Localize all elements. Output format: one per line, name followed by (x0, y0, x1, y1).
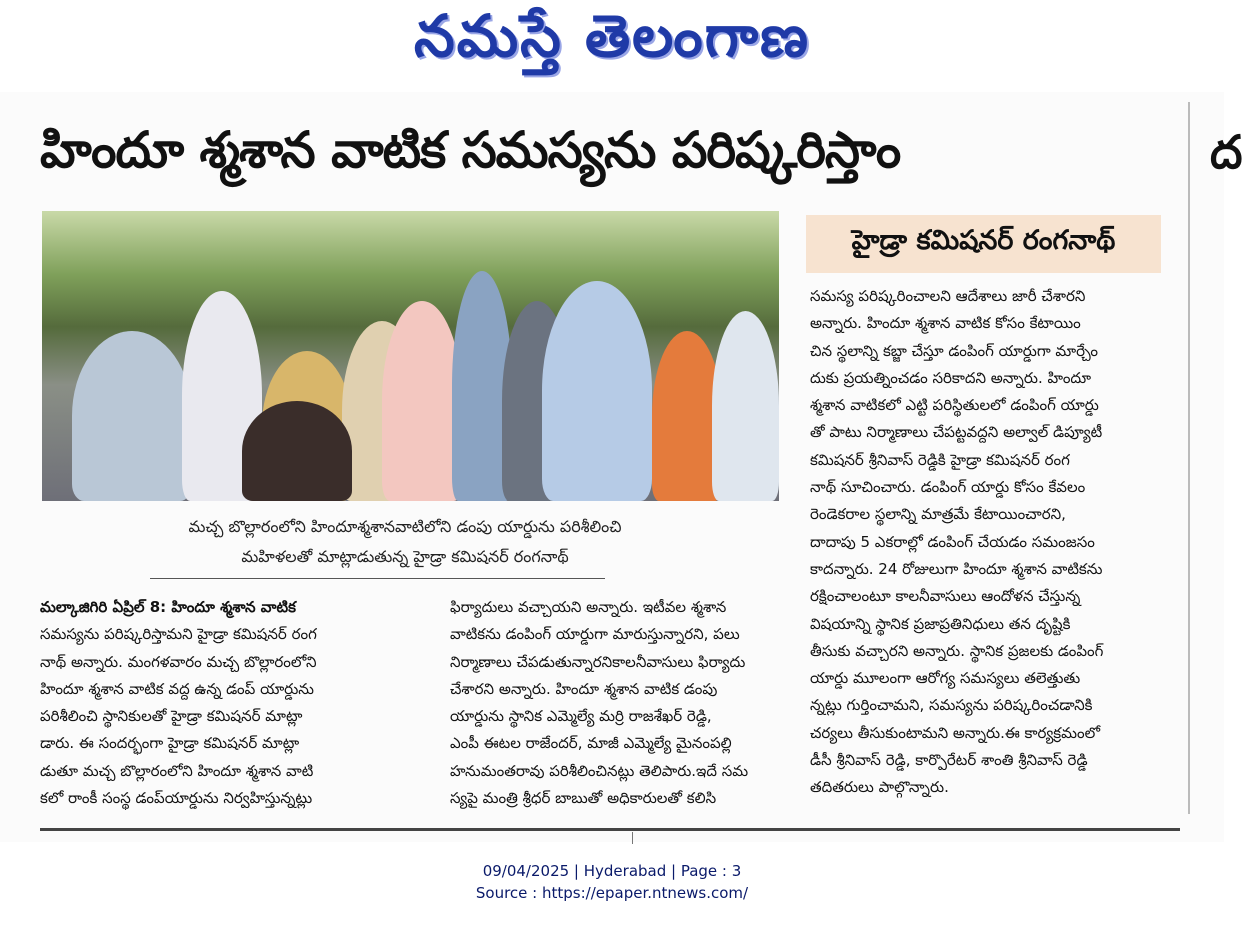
body-line: దాదాపు 5 ఎకరాల్లో డంపింగ్ చేయడం సమంజసం (810, 532, 1095, 551)
body-line: నాథ్ సూచించారు. డంపింగ్ యార్డు కోసం కేవలం (810, 478, 1086, 497)
body-line: శ్మశాన వాటికలో ఎట్టి పరిస్థితులలో డంపింగ్ యార్డు (810, 396, 1099, 415)
body-line: సమస్య పరిష్కరించాలని ఆదేశాలు జారీ చేశారని (810, 287, 1086, 305)
caption-line: మహిళలతో మాట్లాడుతున్న హైడ్రా కమిషనర్ రంగనాథ్ (241, 547, 569, 566)
body-line: నాథ్ అన్నారు. మంగళవారం మచ్చ బొల్లారంలోని (40, 652, 317, 671)
body-line: మల్కాజిగిరి ఏప్రిల్ 8: హిందూ శ్మశాన వాటిక (40, 598, 296, 616)
caption-rule (150, 578, 605, 579)
body-column-3 (810, 283, 1165, 802)
body-line: అన్నారు. హిందూ శ్మశాన వాటిక కోసం కేటాయిం (810, 314, 1081, 333)
article-photo (42, 211, 779, 501)
article-subhead: హైడ్రా కమిషనర్ రంగనాథ్ (851, 225, 1116, 256)
bottom-divider-tick (632, 832, 633, 844)
body-line: చర్యలు తీసుకుంటామని అన్నారు.ఈ కార్యక్రమంలో (810, 723, 1101, 742)
body-line: ఎంపీ ఈటల రాజేందర్, మాజీ ఎమ్మెల్యే మైనంపల్లి (450, 734, 732, 753)
body-line: ఫిర్యాదులు వచ్చాయని అన్నారు. ఇటీవల శ్మశాన (450, 598, 727, 616)
bottom-divider (40, 828, 1180, 831)
adjacent-article-fragment: ద (1210, 125, 1242, 179)
body-line: తో పాటు నిర్మాణాలు చేపట్టవద్దని అల్వాల్ డిప్యూటీ (810, 423, 1103, 442)
body-line: హిందూ శ్మశాన వాటిక వద్ద ఉన్న డంప్ యార్డును (40, 679, 314, 698)
column-divider (1188, 102, 1190, 814)
footer (0, 860, 1224, 904)
masthead-logo: నమస్తే తెలంగాణ (414, 2, 810, 70)
body-line: దుకు ప్రయత్నించడం సరికాదని అన్నారు. హిందూ (810, 368, 1092, 387)
body-line: న్నట్లు గుర్తించామని, సమస్యను పరిష్కరించడానికి (810, 696, 1093, 715)
body-line: కలో రాంకీ సంస్థ డంప్‌యార్డును నిర్వహిస్తున్నట్లు (40, 789, 313, 808)
body-line: యార్డును స్థానిక ఎమ్మెల్యే మర్రి రాజశేఖర్ రెడ్డి, (450, 707, 712, 726)
body-line: డుతూ మచ్చ బొల్లారంలోని హిందూ శ్మశాన వాటి (40, 761, 314, 780)
body-line: డారు. ఈ సందర్భంగా హైడ్రా కమిషనర్ మాట్లా (40, 734, 300, 753)
body-line: డీసీ శ్రీనివాస్ రెడ్డి, కార్పొరేటర్ శాంతి శ్రీనివాస్ రెడ్డి (810, 751, 1088, 770)
body-line: పరిశీలించి స్థానికులతో హైడ్రా కమిషనర్ మాట్లా (40, 707, 303, 726)
body-line: చేశారని అన్నారు. హిందూ శ్మశాన వాటిక డంపు (450, 679, 718, 698)
footer-source-link[interactable]: Source : https://epaper.ntnews.com/ (475, 884, 749, 902)
body-line: కమిషనర్ శ్రీనివాస్ రెడ్డికి హైడ్రా కమిషనర్ రంగ (810, 450, 1070, 469)
body-line: చిన స్థలాన్ని కబ్జా చేస్తూ డంపింగ్ యార్డుగా మార్చేం (810, 341, 1098, 360)
body-line: కాదన్నారు. 24 రోజులుగా హిందూ శ్మశాన వాటికను (810, 559, 1103, 578)
caption-line: మచ్చ బొల్లారంలోని హిందూశ్మశానవాటిలోని డంపు యార్డును పరిశీలించి (188, 517, 622, 536)
footer-date-page: 09/04/2025 | Hyderabad | Page : 3 (482, 862, 742, 880)
body-line: రక్షించాలంటూ కాలనీవాసులు ఆందోళన చేస్తున్న (810, 587, 1081, 606)
body-line: వాటికను డంపింగ్ యార్డుగా మారుస్తున్నారని, పలు (450, 625, 740, 644)
body-line: హనుమంతరావు పరిశీలించినట్లు తెలిపారు.ఇదే సమ (450, 761, 749, 780)
subhead-box (806, 215, 1161, 273)
body-line: రెండెకరాల స్థలాన్ని మాత్రమే కేటాయించారని, (810, 505, 1066, 524)
body-column-2 (450, 594, 780, 812)
article-headline: హిందూ శ్మశాన వాటిక సమస్యను పరిష్కరిస్తాం (40, 121, 901, 179)
body-line: స్యపై మంత్రి శ్రీధర్ బాబుతో అధికారులతో కలిసి (450, 789, 717, 808)
body-line: సమస్యను పరిష్కరిస్తామని హైడ్రా కమిషనర్ రంగ (40, 625, 317, 644)
body-line: తీసుకు వచ్చారని అన్నారు. స్థానిక ప్రజలకు డంపింగ్ (810, 641, 1104, 660)
body-line: నిర్మాణాలు చేపడుతున్నారనికాలనీవాసులు ఫిర్యాదు (450, 652, 746, 671)
body-line: విషయాన్ని స్థానిక ప్రజాప్రతినిధులు తన దృష్టికి (810, 614, 1071, 633)
photo-caption (150, 512, 660, 572)
body-line: తదితరులు పాల్గొన్నారు. (810, 778, 949, 797)
body-line: యార్డు మూలంగా ఆరోగ్య సమస్యలు తలెత్తుతు (810, 669, 1081, 688)
body-column-1 (40, 594, 400, 812)
